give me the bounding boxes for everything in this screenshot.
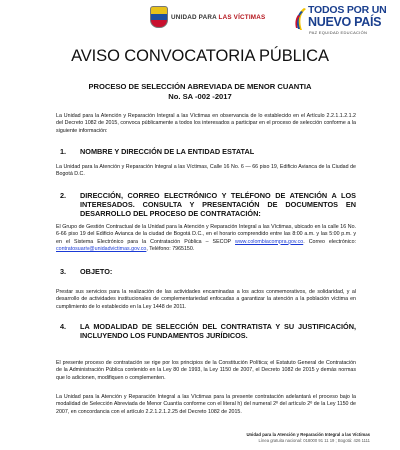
section-4-title: LA MODALIDAD DE SELECCIÓN DEL CONTRATISTA Y SU JUSTIFICACIÓN, INCLUYENDO LOS FUNDAMENTOS JURÍDICOS. <box>80 322 356 341</box>
section-1-body: La Unidad para la Atención y Reparación Integral a las Víctimas, Calle 16 No. 6 — 66 piso 19, Edificio Avianca de la Ciudad de Bogotá D.C. <box>56 164 356 178</box>
section-2-body-text-a: El Grupo de Gestión Contractual de la Unidad para la Atención y Reparación Integral a las Víctimas, ubicado en la calle 16 No. 6-66 piso 19 del Edificio Avianca de la ciudad de Bogotá D.C., en el horario comprendido entre las 8:00 a.m. y las 5:00 p.m. y en el Sistema Electrónico para la Contratación Pública – SECOP <box>56 224 356 245</box>
intro-paragraph: La Unidad para la Atención y Reparación Integral a las Víctimas en observancia de lo establecido en el Artículo 2.2.1.1.2.1.2 del Decreto 1082 de 2015, convoca públicamente a todos los interesados a participar en el proceso de selección conforme a la siguiente información: <box>56 113 356 134</box>
section-3-number: 3. <box>60 267 67 276</box>
section-1-number: 1. <box>60 147 67 156</box>
secop-link[interactable]: www.colombiacompra.gov.co <box>235 238 304 245</box>
page-header <box>0 0 400 40</box>
section-1-title: NOMBRE Y DIRECCIÓN DE LA ENTIDAD ESTATAL <box>80 147 255 156</box>
contract-email-link[interactable]: contratosuariv@unidadvictimas.gov.co <box>56 245 147 252</box>
section-2-body-text-b: . Correo electrónico: <box>303 238 356 245</box>
section-2-title: DIRECCIÓN, CORREO ELECTRÓNICO Y TELÉFONO DE ATENCIÓN A LOS INTERESADOS. CONSULTA Y PRESENTACIÓN DE DOCUMENTOS EN DESARROLLO DEL PROCESO DE CONTRATACIÓN: <box>80 191 356 219</box>
document-subtitle-1: PROCESO DE SELECCIÓN ABREVIADA DE MENOR CUANTIA <box>88 82 312 91</box>
tpnp-line2: NUEVO PAÍS <box>308 15 382 29</box>
section-1-heading <box>60 147 356 156</box>
unidad-victimas-logo <box>150 6 265 28</box>
colombia-coat-of-arms-icon <box>150 6 168 28</box>
section-4-number: 4. <box>60 322 67 331</box>
todos-por-un-nuevo-pais-logo <box>292 2 398 38</box>
section-3-title: OBJETO: <box>80 267 113 276</box>
uv-logo-label-2: LAS VÍCTIMAS <box>218 13 266 21</box>
section-3-heading <box>60 267 356 276</box>
footer-entity-name: Unidad para la Atención y Reparación Integral a las Víctimas <box>246 432 370 437</box>
section-4-body-1: El presente proceso de contratación se rige por los principios de la Constitución Política; el Estatuto General de Contratación de la Administración Pública contenido en la Ley 80 de 1993, la Ley 1150 de 2007, el Decreto 1082 de 2015 y demás normas que lo adicionen, modifiquen o complementen. <box>56 360 356 381</box>
flag-swoosh-icon <box>294 7 306 31</box>
section-2-body-text-c: , Teléfono: 7965150. <box>146 245 195 252</box>
document-subtitle-2: No. SA -002 -2017 <box>168 92 232 101</box>
section-3-body: Prestar sus servicios para la realización de las actividades encaminadas a los actos conmemorativos, de solidaridad, y al desarrollo de actividades institucionales de complementariedad enfocadas a garantizar la atención a la población víctima en cumplimiento de lo establecido en la Ley 1448 de 2011. <box>56 289 356 310</box>
section-4-body-2: La Unidad para la Atención y Reparación Integral a las Víctimas para la presente contratación adelantará el proceso bajo la modalidad de Selección Abreviada de Menor Cuantía conforme con el literal h) del numeral 2º del artículo 2º de la Ley 1150 de 2007, en concordancia con el artículo 2.2.1.2.1.2.25 del Decreto 1082 de 2015. <box>56 394 356 415</box>
tpnp-line1: TODOS POR UN <box>308 4 387 16</box>
section-2-heading <box>60 191 356 219</box>
section-2-body <box>56 224 356 253</box>
unidad-victimas-logo-text <box>171 14 265 21</box>
uv-logo-label-1: UNIDAD PARA <box>171 13 219 21</box>
document-title: AVISO CONVOCATORIA PÚBLICA <box>71 47 329 65</box>
section-2-number: 2. <box>60 191 67 200</box>
footer-phone-line: Línea gratuita nacional: 018000 91 11 19 ; Bogotá: 426 1111 <box>258 438 370 443</box>
page-footer <box>246 432 370 443</box>
tpnp-tagline: PAZ EQUIDAD EDUCACIÓN <box>309 30 368 35</box>
section-4-heading <box>60 322 356 340</box>
